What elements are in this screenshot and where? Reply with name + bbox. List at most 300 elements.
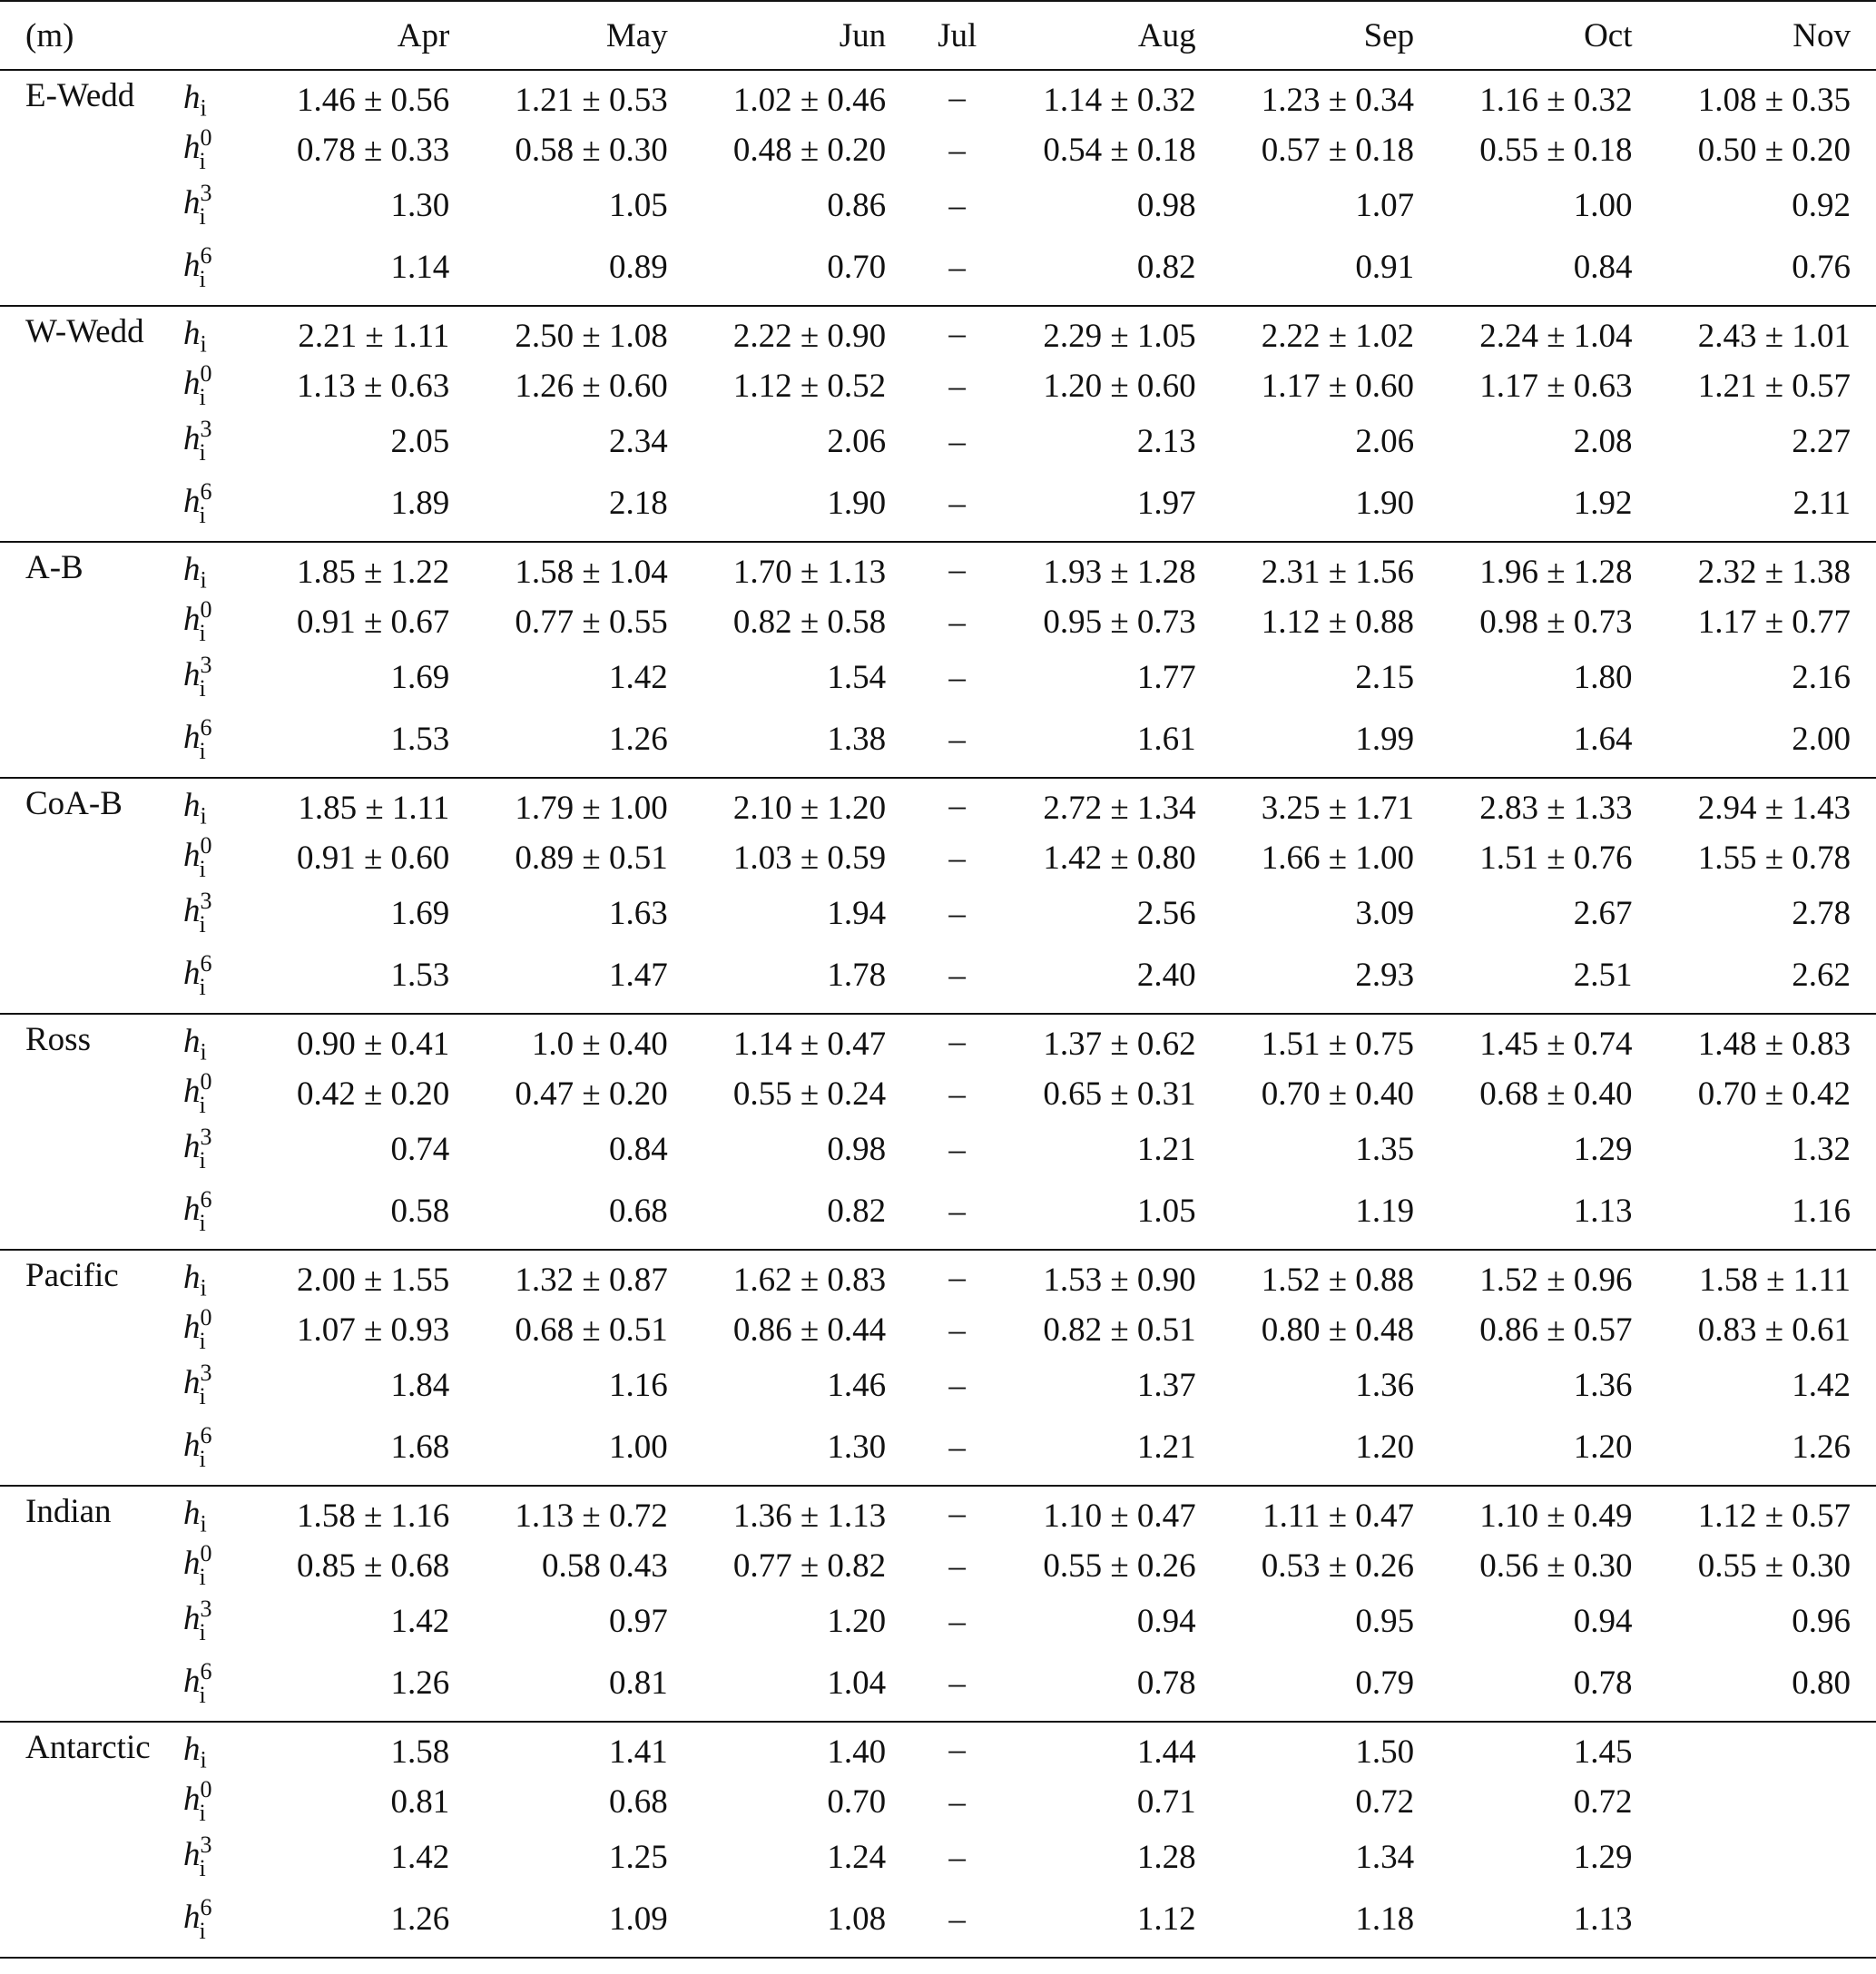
- value-cell: 0.70 ± 0.40: [1261, 1075, 1415, 1113]
- table-row: [0, 647, 1876, 707]
- value-cell: 0.77 ± 0.82: [732, 1547, 887, 1585]
- value-cell: 1.14: [390, 249, 450, 286]
- value-cell: 1.66 ± 1.00: [1261, 839, 1415, 877]
- variable-superscript: 3: [200, 1596, 212, 1622]
- value-cell: 1.47: [608, 957, 668, 994]
- value-cell: –: [948, 1311, 966, 1349]
- value-cell: 0.86 ± 0.44: [732, 1311, 887, 1349]
- value-cell: 1.97: [1136, 485, 1196, 522]
- value-cell: 1.50: [1355, 1733, 1415, 1771]
- month-header: May: [475, 1, 692, 70]
- value-cell: 3.09: [1355, 894, 1415, 932]
- table-row: [0, 1651, 1876, 1722]
- region-label: W-Wedd: [25, 313, 144, 350]
- value-cell: 1.53 ± 0.90: [1043, 1262, 1196, 1299]
- value-cell: 1.51 ± 0.76: [1479, 839, 1633, 877]
- value-cell: 3.25 ± 1.71: [1261, 790, 1415, 827]
- value-cell: 1.07: [1355, 186, 1415, 224]
- variable-base: h: [183, 1545, 201, 1582]
- variable-subscript: i: [199, 911, 206, 938]
- value-cell: 0.47 ± 0.20: [515, 1075, 668, 1113]
- value-cell: 1.03 ± 0.59: [732, 839, 887, 877]
- region-group: [0, 778, 1876, 1014]
- variable-label: [183, 1887, 257, 1958]
- variable-base: h: [183, 1073, 201, 1110]
- value-cell: 0.86 ± 0.57: [1479, 1311, 1633, 1349]
- region-label: [0, 832, 183, 883]
- value-cell: 1.09: [608, 1900, 668, 1938]
- variable-label: [183, 1304, 257, 1355]
- variable-label: [183, 883, 257, 943]
- variable-subscript: i: [199, 1383, 206, 1409]
- value-cell: 1.58 ± 1.04: [515, 554, 668, 591]
- value-cell: –: [948, 1782, 966, 1821]
- table-row: [0, 1591, 1876, 1651]
- value-cell: –: [948, 603, 966, 641]
- value-cell: 1.36 ± 1.13: [732, 1498, 887, 1535]
- region-label: A-B: [25, 549, 83, 586]
- variable-subscript: i: [199, 203, 206, 230]
- value-cell: 1.13: [1573, 1193, 1633, 1230]
- value-cell: 0.84: [1573, 249, 1633, 286]
- variable-subscript: i: [199, 1917, 206, 1944]
- value-cell: 1.42: [608, 658, 668, 696]
- value-cell: 1.36: [1573, 1366, 1633, 1404]
- value-cell: 0.56 ± 0.30: [1479, 1547, 1633, 1585]
- region-label: [0, 1355, 183, 1415]
- table-row: [0, 542, 1876, 596]
- value-cell: 1.53: [390, 957, 450, 994]
- value-cell: 1.12 ± 0.57: [1697, 1498, 1851, 1535]
- variable-base: h: [183, 1023, 201, 1061]
- value-cell: 1.85 ± 1.11: [298, 790, 450, 827]
- value-cell: 0.98 ± 0.73: [1479, 603, 1633, 641]
- table-row: [0, 411, 1876, 471]
- variable-subscript: i: [200, 1510, 207, 1537]
- region-label: [0, 707, 183, 778]
- variable-superscript: 3: [200, 1124, 212, 1150]
- value-cell: 2.21 ± 1.11: [298, 318, 450, 355]
- value-cell: 1.42: [1792, 1366, 1851, 1404]
- region-label: [0, 1887, 183, 1958]
- value-cell: –: [948, 721, 966, 758]
- variable-subscript: i: [199, 501, 206, 528]
- value-cell: 1.13 ± 0.63: [296, 367, 450, 405]
- value-cell: 0.83 ± 0.61: [1697, 1311, 1851, 1349]
- variable-subscript: i: [199, 1681, 206, 1708]
- variable-subscript: i: [199, 439, 206, 466]
- variable-superscript: 0: [200, 832, 212, 859]
- value-cell: 1.58: [390, 1733, 450, 1771]
- value-cell: 1.17 ± 0.77: [1697, 603, 1851, 641]
- value-cell: 0.82: [827, 1193, 887, 1230]
- variable-label: [183, 1651, 257, 1722]
- variable-subscript: i: [200, 566, 207, 594]
- variable-subscript: i: [199, 1800, 206, 1826]
- variable-subscript: i: [199, 1564, 206, 1590]
- value-cell: 2.00 ± 1.55: [296, 1262, 450, 1299]
- variable-label: [183, 707, 257, 778]
- variable-label: [183, 360, 257, 411]
- value-cell: 1.84: [390, 1366, 450, 1404]
- region-label: [0, 175, 183, 235]
- value-cell: 1.92: [1573, 485, 1633, 522]
- value-cell: 2.08: [1573, 422, 1633, 460]
- value-cell: 1.21: [1136, 1130, 1196, 1168]
- value-cell: 0.91 ± 0.60: [296, 839, 450, 877]
- value-cell: –: [948, 1193, 966, 1230]
- region-label: [0, 596, 183, 647]
- table-row: [0, 778, 1876, 832]
- table-row: [0, 707, 1876, 778]
- region-label: [0, 1304, 183, 1355]
- variable-header: [183, 1, 257, 70]
- variable-label: [183, 832, 257, 883]
- variable-subscript: i: [199, 1092, 206, 1118]
- month-header: Jun: [693, 1, 911, 70]
- value-cell: 0.68 ± 0.51: [515, 1311, 668, 1349]
- variable-base: h: [183, 551, 201, 589]
- variable-base: h: [183, 1128, 201, 1165]
- value-cell: –: [948, 1075, 966, 1113]
- value-cell: 1.16 ± 0.32: [1479, 82, 1633, 119]
- region-label: Pacific: [25, 1257, 119, 1294]
- variable-base: h: [183, 1190, 201, 1228]
- value-cell: 1.12 ± 0.52: [732, 367, 887, 405]
- variable-base: h: [183, 1600, 201, 1637]
- value-cell: –: [948, 957, 966, 994]
- value-cell: 1.19: [1355, 1193, 1415, 1230]
- value-cell: –: [948, 422, 966, 460]
- value-cell: 1.16: [608, 1366, 668, 1404]
- value-cell: 0.50 ± 0.20: [1697, 131, 1851, 169]
- value-cell: 0.58 ± 0.30: [515, 131, 668, 169]
- variable-label: [183, 175, 257, 235]
- variable-base: h: [183, 1731, 201, 1769]
- value-cell: 1.14 ± 0.32: [1043, 82, 1196, 119]
- variable-superscript: 0: [200, 596, 212, 623]
- value-cell: 0.68 ± 0.40: [1479, 1075, 1633, 1113]
- month-header: Oct: [1439, 1, 1657, 70]
- region-label: Ross: [25, 1021, 91, 1058]
- variable-base: h: [183, 954, 201, 992]
- value-cell: 2.22 ± 0.90: [732, 318, 887, 355]
- variable-base: h: [183, 837, 201, 874]
- variable-label: [183, 235, 257, 306]
- variable-label: [183, 1119, 257, 1179]
- value-cell: 2.40: [1136, 957, 1196, 994]
- variable-label: [183, 1827, 257, 1887]
- value-cell: 0.81: [390, 1782, 450, 1821]
- variable-subscript: i: [200, 1274, 207, 1301]
- value-cell: 1.52 ± 0.96: [1479, 1262, 1633, 1299]
- table-row: [0, 1722, 1876, 1776]
- variable-label: [183, 1540, 257, 1591]
- value-cell: –: [948, 131, 966, 169]
- value-cell: 0.95 ± 0.73: [1043, 603, 1196, 641]
- variable-base: h: [183, 1426, 201, 1464]
- value-cell: 1.45: [1573, 1733, 1633, 1771]
- region-label: [0, 1540, 183, 1591]
- value-cell: 1.64: [1573, 721, 1633, 758]
- value-cell: 1.42: [390, 1838, 450, 1876]
- table-row: [0, 70, 1876, 124]
- region-label: [0, 1776, 183, 1827]
- variable-superscript: 0: [200, 1776, 212, 1802]
- variable-base: h: [183, 1259, 201, 1297]
- variable-subscript: i: [200, 802, 207, 830]
- value-cell: 1.26: [390, 1665, 450, 1702]
- value-cell: 0.78: [1573, 1665, 1633, 1702]
- value-cell: 2.43 ± 1.01: [1697, 318, 1851, 355]
- value-cell: 0.53 ± 0.26: [1261, 1547, 1415, 1585]
- value-cell: 2.50 ± 1.08: [515, 318, 668, 355]
- variable-label: [183, 1355, 257, 1415]
- value-cell: 1.77: [1136, 658, 1196, 696]
- value-cell: 0.55 ± 0.24: [732, 1075, 887, 1113]
- value-cell: 1.21 ± 0.53: [515, 82, 668, 119]
- region-label: [0, 1068, 183, 1119]
- value-cell: 0.42 ± 0.20: [296, 1075, 450, 1113]
- variable-subscript: i: [200, 94, 207, 122]
- variable-base: h: [183, 184, 201, 221]
- variable-subscript: i: [199, 1445, 206, 1472]
- variable-superscript: 3: [200, 888, 212, 914]
- table-row: [0, 1776, 1876, 1827]
- variable-superscript: 0: [200, 1068, 212, 1095]
- value-cell: 1.08 ± 0.35: [1697, 82, 1851, 119]
- variable-base: h: [183, 601, 201, 638]
- value-cell: 1.05: [1136, 1193, 1196, 1230]
- region-label: [0, 360, 183, 411]
- variable-base: h: [183, 1364, 201, 1401]
- value-cell: 0.98: [1136, 186, 1196, 224]
- value-cell: [1658, 1776, 1876, 1827]
- variable-base: h: [183, 718, 201, 756]
- value-cell: 0.65 ± 0.31: [1043, 1075, 1196, 1113]
- variable-superscript: 6: [200, 241, 212, 269]
- value-cell: 2.22 ± 1.02: [1261, 318, 1415, 355]
- value-cell: 0.89 ± 0.51: [515, 839, 668, 877]
- value-cell: 1.85 ± 1.22: [296, 554, 450, 591]
- value-cell: 0.81: [608, 1665, 668, 1702]
- value-cell: 2.56: [1136, 894, 1196, 932]
- value-cell: 2.27: [1792, 422, 1851, 460]
- region-label: [0, 1651, 183, 1722]
- table-row: [0, 124, 1876, 175]
- variable-subscript: i: [199, 737, 206, 764]
- header-row: [0, 1, 1876, 70]
- region-label: [0, 1179, 183, 1250]
- value-cell: –: [948, 186, 966, 224]
- value-cell: [1658, 1722, 1876, 1776]
- value-cell: 2.31 ± 1.56: [1261, 554, 1415, 591]
- variable-label: [183, 1179, 257, 1250]
- value-cell: –: [948, 1429, 966, 1466]
- value-cell: 0.57 ± 0.18: [1261, 131, 1415, 169]
- value-cell: 2.18: [608, 485, 668, 522]
- variable-subscript: i: [199, 675, 206, 702]
- value-cell: 0.96: [1792, 1602, 1851, 1640]
- value-cell: 0.78: [1136, 1665, 1196, 1702]
- value-cell: –: [948, 1259, 966, 1296]
- unit-label: (m): [0, 1, 183, 70]
- value-cell: 0.94: [1573, 1602, 1633, 1640]
- variable-subscript: i: [199, 1147, 206, 1174]
- region-label: [0, 883, 183, 943]
- value-cell: 0.91: [1355, 249, 1415, 286]
- value-cell: 0.77 ± 0.55: [515, 603, 668, 641]
- region-label: [0, 411, 183, 471]
- table-row: [0, 235, 1876, 306]
- value-cell: –: [948, 839, 966, 877]
- value-cell: 1.90: [1355, 485, 1415, 522]
- value-cell: 1.10 ± 0.47: [1043, 1498, 1196, 1535]
- variable-superscript: 3: [200, 180, 212, 206]
- value-cell: 1.62 ± 0.83: [732, 1262, 887, 1299]
- variable-label: [183, 411, 257, 471]
- value-cell: 1.26: [1792, 1429, 1851, 1466]
- variable-superscript: 0: [200, 360, 212, 387]
- value-cell: 0.48 ± 0.20: [732, 131, 887, 169]
- value-cell: 1.90: [827, 485, 887, 522]
- value-cell: 1.13 ± 0.72: [515, 1498, 668, 1535]
- value-cell: 1.53: [390, 721, 450, 758]
- table-row: [0, 1887, 1876, 1958]
- value-cell: –: [948, 485, 966, 522]
- value-cell: 0.94: [1136, 1602, 1196, 1640]
- region-label: E-Wedd: [25, 77, 135, 114]
- region-group: [0, 1722, 1876, 1958]
- variable-base: h: [183, 420, 201, 457]
- region-label: [0, 124, 183, 175]
- variable-label: [183, 943, 257, 1014]
- value-cell: 0.80: [1792, 1665, 1851, 1702]
- variable-label: [183, 70, 257, 124]
- value-cell: 0.89: [608, 249, 668, 286]
- variable-subscript: i: [200, 1038, 207, 1066]
- value-cell: 2.29 ± 1.05: [1043, 318, 1196, 355]
- table-row: [0, 1355, 1876, 1415]
- value-cell: 1.32 ± 0.87: [515, 1262, 668, 1299]
- variable-label: [183, 124, 257, 175]
- value-cell: 0.76: [1792, 249, 1851, 286]
- value-cell: 1.20 ± 0.60: [1043, 367, 1196, 405]
- variable-base: h: [183, 246, 201, 284]
- value-cell: 1.46: [827, 1366, 887, 1404]
- table-row: [0, 1250, 1876, 1304]
- value-cell: –: [948, 315, 966, 352]
- value-cell: 1.80: [1573, 658, 1633, 696]
- region-label: [0, 1415, 183, 1486]
- value-cell: 1.29: [1573, 1130, 1633, 1168]
- value-cell: 0.74: [390, 1130, 450, 1168]
- value-cell: 0.70: [827, 249, 887, 286]
- table-row: [0, 1415, 1876, 1486]
- value-cell: 0.55 ± 0.18: [1479, 131, 1633, 169]
- value-cell: 1.12: [1136, 1900, 1196, 1938]
- value-cell: 1.45 ± 0.74: [1479, 1026, 1633, 1063]
- value-cell: –: [948, 1665, 966, 1702]
- variable-subscript: i: [199, 1209, 206, 1236]
- value-cell: 0.82 ± 0.58: [732, 603, 887, 641]
- variable-superscript: 3: [200, 652, 212, 678]
- value-cell: 1.96 ± 1.28: [1479, 554, 1633, 591]
- value-cell: 1.58 ± 1.16: [296, 1498, 450, 1535]
- value-cell: 2.24 ± 1.04: [1479, 318, 1633, 355]
- value-cell: 1.25: [608, 1838, 668, 1876]
- variable-label: [183, 1591, 257, 1651]
- value-cell: 2.62: [1792, 957, 1851, 994]
- variable-label: [183, 647, 257, 707]
- month-header: Aug: [1003, 1, 1221, 70]
- region-group: [0, 1250, 1876, 1486]
- region-label: Indian: [25, 1493, 112, 1530]
- value-cell: 2.94 ± 1.43: [1697, 790, 1851, 827]
- value-cell: 1.0 ± 0.40: [531, 1026, 668, 1063]
- value-cell: –: [948, 1366, 966, 1404]
- value-cell: 0.55 ± 0.26: [1043, 1547, 1196, 1585]
- value-cell: 1.26: [390, 1900, 450, 1938]
- value-cell: 1.54: [827, 658, 887, 696]
- table-row: [0, 1119, 1876, 1179]
- value-cell: 0.72: [1355, 1782, 1415, 1821]
- value-cell: 1.30: [827, 1429, 887, 1466]
- value-cell: 1.07 ± 0.93: [296, 1311, 450, 1349]
- value-cell: 2.72 ± 1.34: [1043, 790, 1196, 827]
- region-label: Antarctic: [25, 1729, 151, 1766]
- value-cell: 1.21: [1136, 1429, 1196, 1466]
- value-cell: 1.00: [1573, 186, 1633, 224]
- variable-label: [183, 542, 257, 596]
- value-cell: 2.93: [1355, 957, 1415, 994]
- region-group: [0, 306, 1876, 542]
- variable-superscript: 6: [200, 477, 212, 505]
- variable-label: [183, 471, 257, 542]
- variable-superscript: 6: [200, 1185, 212, 1213]
- table-row: [0, 1014, 1876, 1068]
- variable-superscript: 0: [200, 1304, 212, 1331]
- value-cell: 1.61: [1136, 721, 1196, 758]
- value-cell: 0.91 ± 0.67: [296, 603, 450, 641]
- value-cell: 1.02 ± 0.46: [732, 82, 887, 119]
- table-row: [0, 1179, 1876, 1250]
- value-cell: 0.82 ± 0.51: [1043, 1311, 1196, 1349]
- value-cell: 1.26 ± 0.60: [515, 367, 668, 405]
- value-cell: 0.82: [1136, 249, 1196, 286]
- value-cell: 1.30: [390, 186, 450, 224]
- variable-label: [183, 1014, 257, 1068]
- value-cell: 1.69: [390, 658, 450, 696]
- value-cell: 1.48 ± 0.83: [1697, 1026, 1851, 1063]
- value-cell: [1658, 1827, 1876, 1887]
- value-cell: 0.79: [1355, 1665, 1415, 1702]
- value-cell: 1.37 ± 0.62: [1043, 1026, 1196, 1063]
- value-cell: 1.42: [390, 1602, 450, 1640]
- value-cell: –: [948, 1547, 966, 1585]
- variable-base: h: [183, 1662, 201, 1700]
- value-cell: –: [948, 894, 966, 932]
- variable-base: h: [183, 656, 201, 693]
- value-cell: 1.68: [390, 1429, 450, 1466]
- value-cell: 1.35: [1355, 1130, 1415, 1168]
- variable-subscript: i: [199, 1619, 206, 1645]
- value-cell: 0.54 ± 0.18: [1043, 131, 1196, 169]
- variable-base: h: [183, 1836, 201, 1873]
- variable-subscript: i: [199, 620, 206, 646]
- variable-subscript: i: [199, 856, 206, 882]
- value-cell: –: [948, 79, 966, 116]
